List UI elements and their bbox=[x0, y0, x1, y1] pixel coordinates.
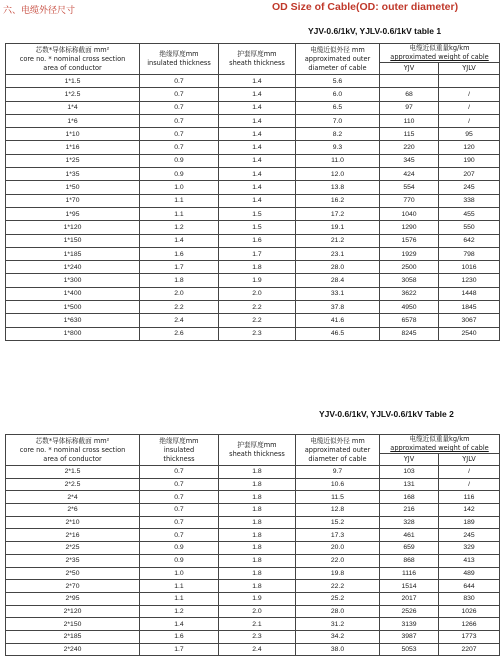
core-size-cell: 2*120 bbox=[6, 605, 140, 618]
core-size-cell: 2*70 bbox=[6, 580, 140, 593]
outer-diameter-cell: 11.5 bbox=[296, 491, 380, 504]
sheath-header bbox=[219, 435, 296, 466]
yjlv-weight-cell: 550 bbox=[439, 221, 500, 234]
yjv-weight-cell: 3622 bbox=[380, 287, 439, 300]
yjv-weight-cell: 424 bbox=[380, 168, 439, 181]
yjlv-weight-cell: 95 bbox=[439, 128, 500, 141]
weight-header-en: approximated weight of cable bbox=[390, 444, 489, 452]
insulation-thickness-cell: 0.7 bbox=[140, 529, 219, 542]
sheath-thickness-cell: 2.2 bbox=[219, 301, 296, 314]
sheath-thickness-cell: 2.3 bbox=[219, 630, 296, 643]
table-row bbox=[6, 261, 500, 274]
yjlv-weight-cell bbox=[439, 75, 500, 88]
yjv-weight-cell: 8245 bbox=[380, 327, 439, 340]
insulation-header bbox=[140, 435, 219, 466]
yjv-header: YJV bbox=[380, 63, 439, 75]
insulation-header bbox=[140, 44, 219, 75]
table-row bbox=[6, 643, 500, 656]
yjv-weight-cell: 103 bbox=[380, 466, 439, 479]
core-header-en1: core no. * nominal cross section bbox=[19, 445, 126, 454]
insulation-thickness-cell: 1.1 bbox=[140, 592, 219, 605]
core-size-cell: 1*50 bbox=[6, 181, 140, 194]
yjlv-weight-cell: 329 bbox=[439, 542, 500, 555]
sheath-thickness-cell: 1.8 bbox=[219, 516, 296, 529]
yjlv-weight-cell: 207 bbox=[439, 168, 500, 181]
sheath-header-en: sheath thickness bbox=[229, 450, 285, 458]
insulation-thickness-cell: 1.7 bbox=[140, 643, 219, 656]
table-row bbox=[6, 247, 500, 260]
outer-diameter-cell: 17.2 bbox=[296, 207, 380, 220]
yjlv-weight-cell: 455 bbox=[439, 207, 500, 220]
od-header bbox=[296, 435, 380, 466]
core-header-en1: core no. * nominal cross section bbox=[19, 54, 126, 63]
insulation-thickness-cell: 1.4 bbox=[140, 234, 219, 247]
sheath-thickness-cell: 1.5 bbox=[219, 221, 296, 234]
table-row bbox=[6, 567, 500, 580]
outer-diameter-cell: 9.3 bbox=[296, 141, 380, 154]
outer-diameter-cell: 11.0 bbox=[296, 154, 380, 167]
insulation-thickness-cell: 1.1 bbox=[140, 194, 219, 207]
section-heading-cn: 六、电缆外径尺寸 bbox=[3, 6, 76, 16]
table1 bbox=[5, 43, 500, 341]
sheath-thickness-cell: 1.4 bbox=[219, 128, 296, 141]
sheath-thickness-cell: 1.7 bbox=[219, 247, 296, 260]
core-size-cell: 2*1.5 bbox=[6, 466, 140, 479]
yjv-weight-cell: 2526 bbox=[380, 605, 439, 618]
core-size-cell: 2*150 bbox=[6, 618, 140, 631]
table2-body bbox=[6, 466, 500, 656]
od-header-en1: approximated outer bbox=[304, 54, 371, 63]
sheath-thickness-cell: 1.8 bbox=[219, 504, 296, 517]
outer-diameter-cell: 19.8 bbox=[296, 567, 380, 580]
yjlv-weight-cell: 489 bbox=[439, 567, 500, 580]
core-size-cell: 1*35 bbox=[6, 168, 140, 181]
yjlv-weight-cell: 245 bbox=[439, 529, 500, 542]
yjv-weight-cell: 5053 bbox=[380, 643, 439, 656]
core-size-cell: 1*2.5 bbox=[6, 88, 140, 101]
table-row bbox=[6, 504, 500, 517]
yjlv-weight-cell: 644 bbox=[439, 580, 500, 593]
table-row bbox=[6, 154, 500, 167]
sheath-thickness-cell: 1.5 bbox=[219, 207, 296, 220]
sheath-thickness-cell: 1.4 bbox=[219, 88, 296, 101]
core-header bbox=[6, 435, 140, 466]
outer-diameter-cell: 23.1 bbox=[296, 247, 380, 260]
yjv-weight-cell: 1290 bbox=[380, 221, 439, 234]
table-row bbox=[6, 554, 500, 567]
yjv-weight-cell: 3058 bbox=[380, 274, 439, 287]
outer-diameter-cell: 22.2 bbox=[296, 580, 380, 593]
yjlv-weight-cell: 189 bbox=[439, 516, 500, 529]
core-size-cell: 1*185 bbox=[6, 247, 140, 260]
sheath-thickness-cell: 1.8 bbox=[219, 261, 296, 274]
outer-diameter-cell: 7.0 bbox=[296, 114, 380, 127]
sheath-thickness-cell: 2.4 bbox=[219, 643, 296, 656]
outer-diameter-cell: 38.0 bbox=[296, 643, 380, 656]
yjlv-weight-cell: 2207 bbox=[439, 643, 500, 656]
yjv-weight-cell: 115 bbox=[380, 128, 439, 141]
insulation-thickness-cell: 1.2 bbox=[140, 605, 219, 618]
core-size-cell: 1*25 bbox=[6, 154, 140, 167]
yjlv-weight-cell: / bbox=[439, 466, 500, 479]
sheath-thickness-cell: 1.4 bbox=[219, 75, 296, 88]
table-row bbox=[6, 592, 500, 605]
table-row bbox=[6, 234, 500, 247]
table2-caption: YJV-0.6/1kV, YJLV-0.6/1kV Table 2 bbox=[319, 409, 454, 419]
yjv-weight-cell: 1576 bbox=[380, 234, 439, 247]
outer-diameter-cell: 34.2 bbox=[296, 630, 380, 643]
table-row bbox=[6, 478, 500, 491]
outer-diameter-cell: 33.1 bbox=[296, 287, 380, 300]
od-header-en1: approximated outer bbox=[304, 445, 371, 454]
core-size-cell: 1*400 bbox=[6, 287, 140, 300]
sheath-thickness-cell: 1.8 bbox=[219, 491, 296, 504]
yjv-weight-cell: 2017 bbox=[380, 592, 439, 605]
yjv-weight-cell: 110 bbox=[380, 114, 439, 127]
insulation-thickness-cell: 1.0 bbox=[140, 181, 219, 194]
outer-diameter-cell: 12.0 bbox=[296, 168, 380, 181]
table-row bbox=[6, 516, 500, 529]
yjlv-weight-cell: 2540 bbox=[439, 327, 500, 340]
insulation-thickness-cell: 0.7 bbox=[140, 478, 219, 491]
yjlv-weight-cell: 3067 bbox=[439, 314, 500, 327]
yjlv-weight-cell: / bbox=[439, 114, 500, 127]
sheath-header-cn: 护套厚度mm bbox=[237, 441, 277, 449]
yjv-header: YJV bbox=[380, 454, 439, 466]
outer-diameter-cell: 19.1 bbox=[296, 221, 380, 234]
table1-caption: YJV-0.6/1kV, YJLV-0.6/1kV table 1 bbox=[308, 26, 442, 36]
yjlv-weight-cell: 798 bbox=[439, 247, 500, 260]
insulation-thickness-cell: 0.7 bbox=[140, 141, 219, 154]
table-row bbox=[6, 75, 500, 88]
outer-diameter-cell: 15.2 bbox=[296, 516, 380, 529]
yjv-weight-cell: 328 bbox=[380, 516, 439, 529]
table-row bbox=[6, 181, 500, 194]
yjlv-weight-cell: 1448 bbox=[439, 287, 500, 300]
sheath-thickness-cell: 1.4 bbox=[219, 181, 296, 194]
insulation-thickness-cell: 2.6 bbox=[140, 327, 219, 340]
table2 bbox=[5, 434, 500, 656]
yjv-weight-cell: 554 bbox=[380, 181, 439, 194]
outer-diameter-cell: 20.0 bbox=[296, 542, 380, 555]
core-size-cell: 1*6 bbox=[6, 114, 140, 127]
outer-diameter-cell: 22.0 bbox=[296, 554, 380, 567]
table-row bbox=[6, 221, 500, 234]
outer-diameter-cell: 16.2 bbox=[296, 194, 380, 207]
sheath-thickness-cell: 1.8 bbox=[219, 554, 296, 567]
outer-diameter-cell: 13.8 bbox=[296, 181, 380, 194]
sheath-thickness-cell: 2.1 bbox=[219, 618, 296, 631]
outer-diameter-cell: 28.0 bbox=[296, 605, 380, 618]
outer-diameter-cell: 5.6 bbox=[296, 75, 380, 88]
core-header-en2: area of conductor bbox=[43, 454, 102, 463]
yjlv-weight-cell: 1266 bbox=[439, 618, 500, 631]
insulation-thickness-cell: 0.7 bbox=[140, 516, 219, 529]
insulation-thickness-cell: 0.9 bbox=[140, 554, 219, 567]
yjv-weight-cell: 3139 bbox=[380, 618, 439, 631]
sheath-thickness-cell: 1.8 bbox=[219, 567, 296, 580]
yjlv-weight-cell: / bbox=[439, 478, 500, 491]
table-row bbox=[6, 287, 500, 300]
yjlv-weight-cell: 1773 bbox=[439, 630, 500, 643]
core-size-cell: 1*70 bbox=[6, 194, 140, 207]
weight-header bbox=[380, 435, 500, 454]
insulation-header-en: insulated thickness bbox=[147, 59, 211, 67]
yjv-weight-cell: 6578 bbox=[380, 314, 439, 327]
weight-header-cn: 电缆近似重量kg/km bbox=[409, 44, 470, 52]
section-heading-en: OD Size of Cable(OD: outer diameter) bbox=[272, 1, 459, 13]
core-header-en2: area of conductor bbox=[43, 63, 102, 72]
table-row bbox=[6, 274, 500, 287]
table-row bbox=[6, 580, 500, 593]
core-size-cell: 1*4 bbox=[6, 101, 140, 114]
yjv-weight-cell: 4950 bbox=[380, 301, 439, 314]
insulation-thickness-cell: 2.0 bbox=[140, 287, 219, 300]
od-header-cn: 电缆近似外径 mm bbox=[310, 45, 365, 54]
yjlv-weight-cell: / bbox=[439, 101, 500, 114]
outer-diameter-cell: 46.5 bbox=[296, 327, 380, 340]
yjv-weight-cell: 1514 bbox=[380, 580, 439, 593]
yjlv-weight-cell: 120 bbox=[439, 141, 500, 154]
insulation-header-cn: 绝缘厚度mm bbox=[159, 436, 199, 445]
yjlv-weight-cell: 413 bbox=[439, 554, 500, 567]
insulation-thickness-cell: 1.6 bbox=[140, 247, 219, 260]
table1-body bbox=[6, 75, 500, 341]
insulation-thickness-cell: 0.7 bbox=[140, 491, 219, 504]
sheath-thickness-cell: 1.6 bbox=[219, 234, 296, 247]
outer-diameter-cell: 6.0 bbox=[296, 88, 380, 101]
insulation-thickness-cell: 2.2 bbox=[140, 301, 219, 314]
outer-diameter-cell: 28.4 bbox=[296, 274, 380, 287]
sheath-thickness-cell: 1.9 bbox=[219, 592, 296, 605]
core-size-cell: 1*240 bbox=[6, 261, 140, 274]
outer-diameter-cell: 25.2 bbox=[296, 592, 380, 605]
core-size-cell: 1*10 bbox=[6, 128, 140, 141]
sheath-thickness-cell: 1.8 bbox=[219, 580, 296, 593]
sheath-thickness-cell: 2.2 bbox=[219, 314, 296, 327]
core-header-cn: 芯数*导体标称截面 mm² bbox=[35, 436, 110, 445]
yjv-weight-cell: 97 bbox=[380, 101, 439, 114]
core-size-cell: 2*6 bbox=[6, 504, 140, 517]
outer-diameter-cell: 28.0 bbox=[296, 261, 380, 274]
yjlv-weight-cell: 830 bbox=[439, 592, 500, 605]
core-size-cell: 1*800 bbox=[6, 327, 140, 340]
sheath-thickness-cell: 1.8 bbox=[219, 478, 296, 491]
core-size-cell: 1*16 bbox=[6, 141, 140, 154]
table-row bbox=[6, 101, 500, 114]
yjv-weight-cell: 461 bbox=[380, 529, 439, 542]
yjlv-weight-cell: 1016 bbox=[439, 261, 500, 274]
table-row bbox=[6, 301, 500, 314]
insulation-header-cn: 绝缘厚度mm bbox=[159, 50, 199, 58]
yjlv-weight-cell: 116 bbox=[439, 491, 500, 504]
yjv-weight-cell: 131 bbox=[380, 478, 439, 491]
core-size-cell: 2*10 bbox=[6, 516, 140, 529]
yjv-weight-cell: 1929 bbox=[380, 247, 439, 260]
outer-diameter-cell: 10.6 bbox=[296, 478, 380, 491]
insulation-thickness-cell: 1.7 bbox=[140, 261, 219, 274]
sheath-thickness-cell: 1.8 bbox=[219, 466, 296, 479]
sheath-thickness-cell: 1.4 bbox=[219, 194, 296, 207]
insulation-thickness-cell: 0.7 bbox=[140, 114, 219, 127]
sheath-header bbox=[219, 44, 296, 75]
core-size-cell: 2*240 bbox=[6, 643, 140, 656]
outer-diameter-cell: 31.2 bbox=[296, 618, 380, 631]
insulation-header-en-b: thickness bbox=[163, 454, 195, 463]
sheath-thickness-cell: 1.4 bbox=[219, 114, 296, 127]
core-size-cell: 1*150 bbox=[6, 234, 140, 247]
core-size-cell: 2*2.5 bbox=[6, 478, 140, 491]
outer-diameter-cell: 12.8 bbox=[296, 504, 380, 517]
yjv-weight-cell: 168 bbox=[380, 491, 439, 504]
table-row bbox=[6, 207, 500, 220]
core-size-cell: 2*50 bbox=[6, 567, 140, 580]
sheath-header-cn: 护套厚度mm bbox=[237, 50, 277, 58]
insulation-thickness-cell: 0.7 bbox=[140, 504, 219, 517]
core-size-cell: 1*500 bbox=[6, 301, 140, 314]
yjv-weight-cell: 3987 bbox=[380, 630, 439, 643]
core-size-cell: 1*630 bbox=[6, 314, 140, 327]
insulation-thickness-cell: 0.9 bbox=[140, 154, 219, 167]
yjlv-weight-cell: 642 bbox=[439, 234, 500, 247]
sheath-thickness-cell: 2.3 bbox=[219, 327, 296, 340]
outer-diameter-cell: 37.8 bbox=[296, 301, 380, 314]
insulation-header-en-a: insulated bbox=[163, 445, 195, 454]
weight-header-en: approximated weight of cable bbox=[390, 53, 489, 61]
weight-header bbox=[380, 44, 500, 63]
insulation-thickness-cell: 0.7 bbox=[140, 466, 219, 479]
yjlv-weight-cell: 142 bbox=[439, 504, 500, 517]
table-row bbox=[6, 168, 500, 181]
od-header-en2: diameter of cable bbox=[308, 63, 367, 72]
insulation-thickness-cell: 1.2 bbox=[140, 221, 219, 234]
sheath-thickness-cell: 1.8 bbox=[219, 542, 296, 555]
insulation-thickness-cell: 0.9 bbox=[140, 168, 219, 181]
table-row bbox=[6, 466, 500, 479]
core-size-cell: 2*16 bbox=[6, 529, 140, 542]
core-header bbox=[6, 44, 140, 75]
table-row bbox=[6, 88, 500, 101]
core-size-cell: 2*25 bbox=[6, 542, 140, 555]
insulation-thickness-cell: 0.7 bbox=[140, 88, 219, 101]
insulation-thickness-cell: 1.8 bbox=[140, 274, 219, 287]
outer-diameter-cell: 17.3 bbox=[296, 529, 380, 542]
core-size-cell: 2*4 bbox=[6, 491, 140, 504]
outer-diameter-cell: 41.6 bbox=[296, 314, 380, 327]
yjlv-weight-cell: / bbox=[439, 88, 500, 101]
yjv-weight-cell: 1116 bbox=[380, 567, 439, 580]
yjv-weight-cell: 2500 bbox=[380, 261, 439, 274]
yjlv-weight-cell: 1026 bbox=[439, 605, 500, 618]
core-size-cell: 2*95 bbox=[6, 592, 140, 605]
sheath-thickness-cell: 1.4 bbox=[219, 168, 296, 181]
weight-header-cn: 电缆近似重量kg/km bbox=[409, 435, 470, 443]
core-size-cell: 2*185 bbox=[6, 630, 140, 643]
od-header-en2: diameter of cable bbox=[308, 454, 367, 463]
sheath-thickness-cell: 2.0 bbox=[219, 605, 296, 618]
yjlv-header: YJLV bbox=[439, 63, 500, 75]
table-row bbox=[6, 618, 500, 631]
table-row bbox=[6, 314, 500, 327]
yjv-weight-cell: 1040 bbox=[380, 207, 439, 220]
section-header bbox=[0, 0, 504, 16]
insulation-thickness-cell: 0.9 bbox=[140, 542, 219, 555]
sheath-thickness-cell: 1.9 bbox=[219, 274, 296, 287]
table-row bbox=[6, 141, 500, 154]
yjv-weight-cell bbox=[380, 75, 439, 88]
yjv-weight-cell: 68 bbox=[380, 88, 439, 101]
od-header-cn: 电缆近似外径 mm bbox=[310, 436, 365, 445]
table-row bbox=[6, 491, 500, 504]
od-header bbox=[296, 44, 380, 75]
core-header-cn: 芯数*导体标称截面 mm² bbox=[35, 45, 110, 54]
insulation-thickness-cell: 1.1 bbox=[140, 207, 219, 220]
table-row bbox=[6, 128, 500, 141]
sheath-thickness-cell: 1.4 bbox=[219, 141, 296, 154]
core-size-cell: 1*1.5 bbox=[6, 75, 140, 88]
insulation-thickness-cell: 1.0 bbox=[140, 567, 219, 580]
table-row bbox=[6, 542, 500, 555]
core-size-cell: 1*120 bbox=[6, 221, 140, 234]
table-row bbox=[6, 114, 500, 127]
yjlv-weight-cell: 245 bbox=[439, 181, 500, 194]
core-size-cell: 2*35 bbox=[6, 554, 140, 567]
insulation-thickness-cell: 1.1 bbox=[140, 580, 219, 593]
core-size-cell: 1*300 bbox=[6, 274, 140, 287]
insulation-thickness-cell: 0.7 bbox=[140, 128, 219, 141]
yjlv-weight-cell: 1845 bbox=[439, 301, 500, 314]
yjv-weight-cell: 220 bbox=[380, 141, 439, 154]
outer-diameter-cell: 6.5 bbox=[296, 101, 380, 114]
yjv-weight-cell: 345 bbox=[380, 154, 439, 167]
outer-diameter-cell: 21.2 bbox=[296, 234, 380, 247]
yjlv-weight-cell: 190 bbox=[439, 154, 500, 167]
sheath-thickness-cell: 1.4 bbox=[219, 154, 296, 167]
yjv-weight-cell: 659 bbox=[380, 542, 439, 555]
table-row bbox=[6, 194, 500, 207]
table-row bbox=[6, 605, 500, 618]
yjv-weight-cell: 770 bbox=[380, 194, 439, 207]
yjv-weight-cell: 868 bbox=[380, 554, 439, 567]
sheath-header-en: sheath thickness bbox=[229, 59, 285, 67]
outer-diameter-cell: 8.2 bbox=[296, 128, 380, 141]
table-row bbox=[6, 327, 500, 340]
sheath-thickness-cell: 1.8 bbox=[219, 529, 296, 542]
insulation-thickness-cell: 0.7 bbox=[140, 101, 219, 114]
insulation-thickness-cell: 2.4 bbox=[140, 314, 219, 327]
insulation-thickness-cell: 1.6 bbox=[140, 630, 219, 643]
table-row bbox=[6, 529, 500, 542]
yjlv-header: YJLV bbox=[439, 454, 500, 466]
yjlv-weight-cell: 338 bbox=[439, 194, 500, 207]
outer-diameter-cell: 9.7 bbox=[296, 466, 380, 479]
yjlv-weight-cell: 1230 bbox=[439, 274, 500, 287]
table-row bbox=[6, 630, 500, 643]
insulation-thickness-cell: 0.7 bbox=[140, 75, 219, 88]
sheath-thickness-cell: 2.0 bbox=[219, 287, 296, 300]
sheath-thickness-cell: 1.4 bbox=[219, 101, 296, 114]
yjv-weight-cell: 216 bbox=[380, 504, 439, 517]
core-size-cell: 1*95 bbox=[6, 207, 140, 220]
insulation-thickness-cell: 1.4 bbox=[140, 618, 219, 631]
